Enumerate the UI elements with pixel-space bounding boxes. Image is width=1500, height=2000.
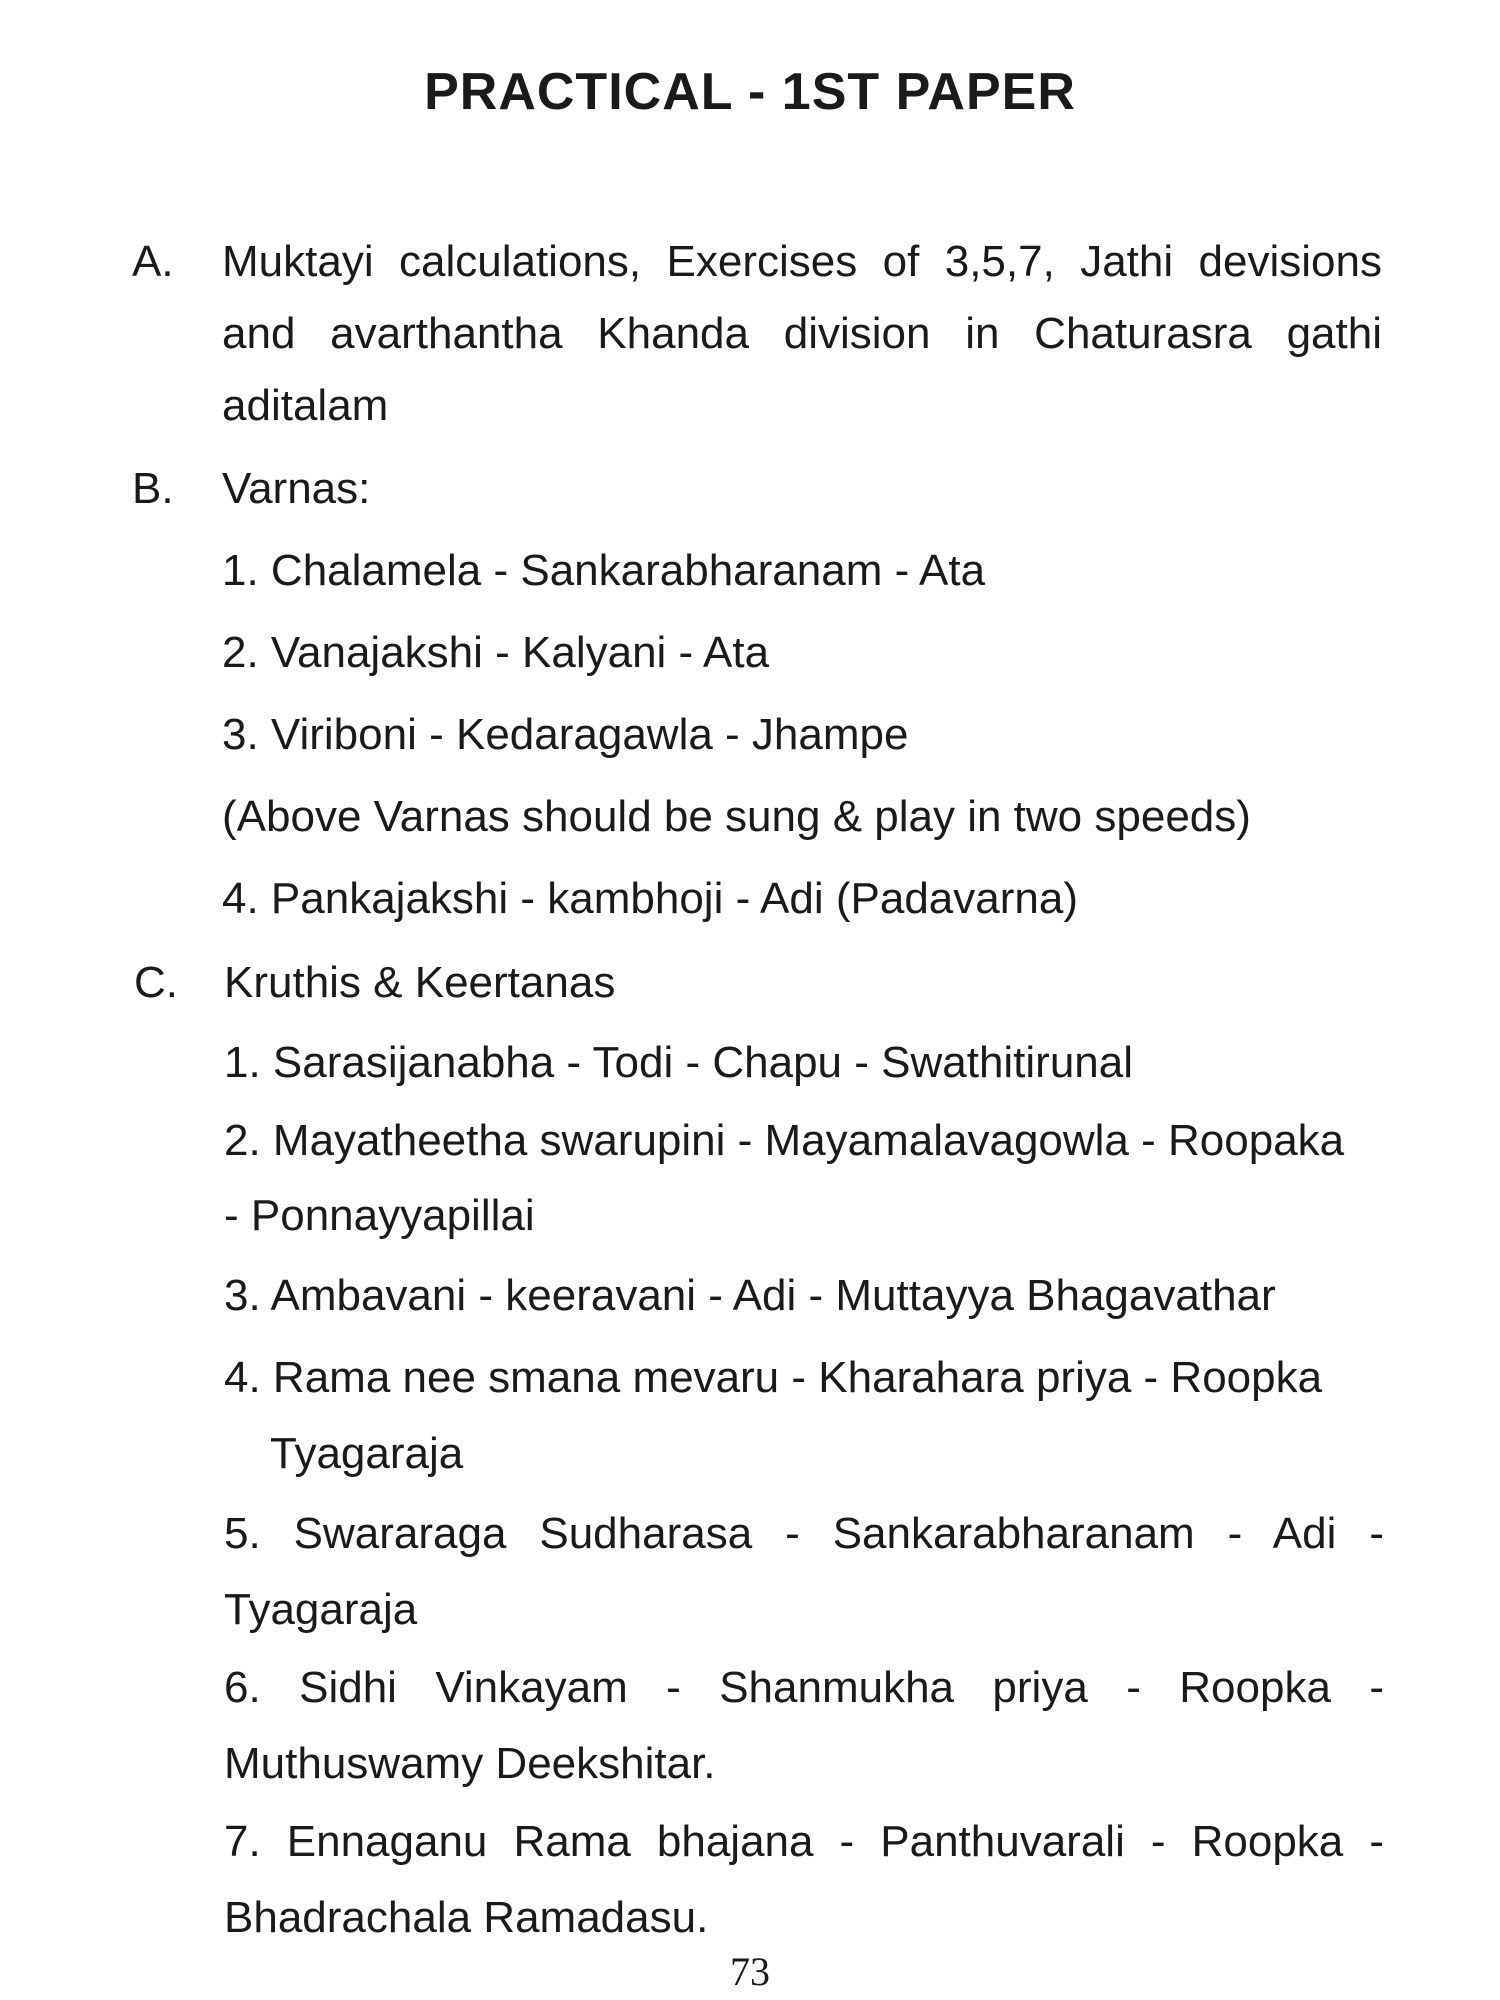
page-title: PRACTICAL - 1ST PAPER (424, 63, 1076, 121)
kruthi-item-5-line-2: Tyagaraja (224, 1585, 418, 1634)
kruthi-item-7-line-2: Bhadrachala Ramadasu. (224, 1893, 709, 1942)
section-a-line-2: and avarthantha Khanda division in Chaturasra gathi (222, 309, 1382, 358)
kruthi-item-7-line-1: 7. Ennaganu Rama bhajana - Panthuvarali - Roopka - (224, 1817, 1384, 1866)
varna-item-3: 3. Viriboni - Kedaragawla - Jhampe (222, 710, 909, 759)
section-b-marker: B. (132, 464, 174, 513)
kruthi-item-6-line-2: Muthuswamy Deekshitar. (224, 1739, 716, 1788)
kruthi-item-2-line-2: - Ponnayyapillai (224, 1191, 535, 1240)
kruthi-item-5-line-1: 5. Swararaga Sudharasa - Sankarabharanam - Adi - (224, 1509, 1384, 1558)
page-number: 73 (730, 1949, 770, 1994)
varna-item-4: 4. Pankajakshi - kambhoji - Adi (Padavarna) (222, 874, 1078, 923)
varna-item-2: 2. Vanajakshi - Kalyani - Ata (222, 628, 770, 677)
kruthi-item-3-line-1: 3. Ambavani - keeravani - Adi - Muttayya Bhagavathar (224, 1271, 1276, 1320)
section-c-heading: Kruthis & Keertanas (224, 958, 616, 1007)
kruthi-item-4-line-1: 4. Rama nee smana mevaru - Kharahara priya - Roopka (224, 1353, 1323, 1402)
kruthi-item-6-line-1: 6. Sidhi Vinkayam - Shanmukha priya - Roopka - (224, 1663, 1384, 1712)
varna-note: (Above Varnas should be sung & play in two speeds) (222, 792, 1251, 841)
varna-item-1: 1. Chalamela - Sankarabharanam - Ata (222, 546, 986, 595)
kruthi-item-1-line-1: 1. Sarasijanabha - Todi - Chapu - Swathitirunal (224, 1038, 1134, 1087)
kruthi-item-4-line-2: Tyagaraja (270, 1429, 464, 1478)
section-a-line-1: Muktayi calculations, Exercises of 3,5,7, Jathi devisions (222, 237, 1382, 286)
section-c-marker: C. (134, 958, 178, 1007)
kruthi-item-2-line-1: 2. Mayatheetha swarupini - Mayamalavagowla - Roopaka (224, 1116, 1345, 1165)
section-b-heading: Varnas: (222, 464, 371, 513)
section-a-marker: A. (132, 237, 174, 286)
section-a-line-3: aditalam (222, 381, 389, 430)
